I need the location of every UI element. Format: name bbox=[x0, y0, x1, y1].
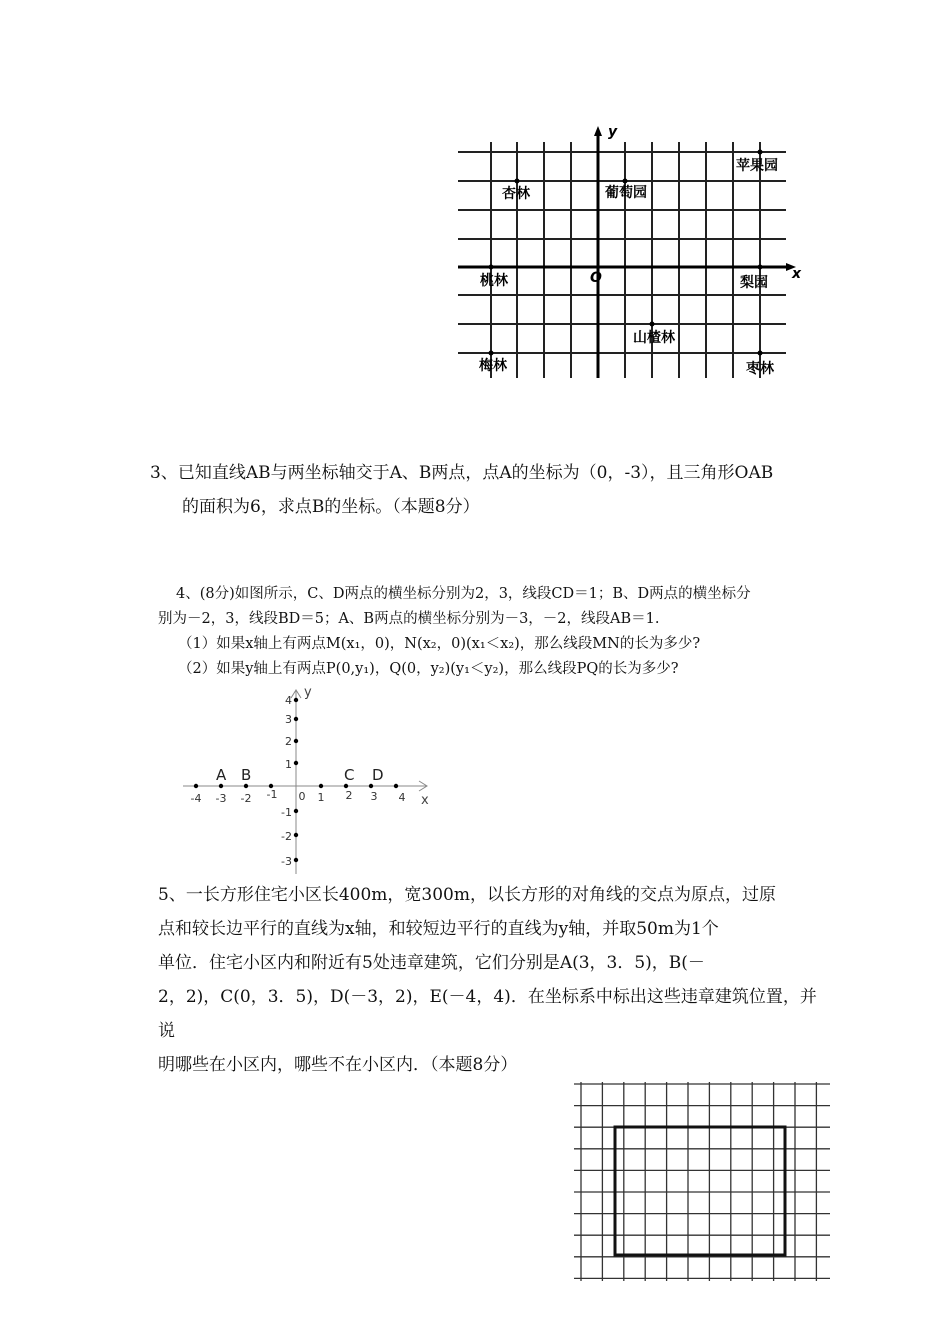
x-tick-label: -2 bbox=[240, 792, 252, 805]
question-4-part-2: （2）如果y轴上有两点P(0,y₁)，Q(0，y₂)(y₁＜y₂)，那么线段PQ的长为多少? bbox=[178, 661, 679, 677]
x-tick-label: 4 bbox=[398, 791, 406, 804]
answer-grid-figure bbox=[572, 1078, 834, 1284]
question-5-line-4: 2，2)，C(0，3．5)，D(－3，2)，E(－4，4)．在坐标系中标出这些违章建筑位置，并说 bbox=[158, 987, 817, 1041]
x-tick-label: -1 bbox=[266, 788, 278, 801]
x-tick-label: 3 bbox=[370, 790, 378, 803]
map-place-xinglin: 杏林 bbox=[502, 186, 530, 202]
map-x-label: x bbox=[792, 266, 802, 282]
y-tick-label: 2 bbox=[285, 735, 292, 748]
numberline-x-label: x bbox=[421, 793, 429, 808]
point-label-c: C bbox=[344, 766, 355, 784]
map-place-shanzhalin: 山楂林 bbox=[633, 330, 675, 346]
map-place-liyuan: 梨园 bbox=[740, 275, 768, 291]
question-3-line-2: 的面积为6，求点B的坐标。（本题8分） bbox=[182, 497, 480, 517]
question-3-line-1: 3、已知直线AB与两坐标轴交于A、B两点，点A的坐标为（0，-3），且三角形OAB bbox=[150, 463, 774, 483]
map-place-putaoyuan: 葡萄园 bbox=[605, 185, 647, 201]
y-tick-label: 3 bbox=[285, 713, 292, 726]
map-place-pingguoyuan: 苹果园 bbox=[736, 158, 778, 174]
question-4 bbox=[158, 582, 838, 682]
point-label-b: B bbox=[241, 766, 252, 784]
map-origin-label: O bbox=[590, 270, 602, 286]
x-tick-label: 1 bbox=[317, 791, 325, 804]
question-5-line-2: 点和较长边平行的直线为x轴，和较短边平行的直线为y轴，并取50m为1个 bbox=[158, 919, 719, 939]
point-label-a: A bbox=[216, 766, 227, 784]
question-3 bbox=[150, 456, 830, 524]
orchard-map-figure bbox=[450, 120, 810, 385]
question-5 bbox=[158, 878, 818, 1082]
map-y-label: y bbox=[608, 124, 618, 140]
numberline-y-label: y bbox=[304, 685, 312, 700]
question-4-line-2: 别为－2，3，线段BD＝5；A、B两点的横坐标分别为－3，－2，线段AB＝1. bbox=[158, 611, 660, 627]
map-place-zaolin: 枣林 bbox=[746, 361, 774, 377]
question-5-line-5: 明哪些在小区内，哪些不在小区内．（本题8分） bbox=[158, 1055, 518, 1075]
x-tick-label: 0 bbox=[298, 790, 306, 803]
y-tick-label: -3 bbox=[281, 855, 292, 868]
y-tick-label: 4 bbox=[285, 694, 292, 707]
y-arrow-icon bbox=[594, 126, 602, 136]
y-tick-label: 1 bbox=[285, 758, 292, 771]
map-grid-lines bbox=[458, 142, 786, 378]
question-4-line-1: 4、(8分)如图所示，C、D两点的横坐标分别为2，3，线段CD＝1；B、D两点的横坐标分 bbox=[176, 586, 751, 602]
map-place-meilin: 梅林 bbox=[479, 358, 507, 374]
point-label-d: D bbox=[372, 766, 384, 784]
map-place-taolin: 桃林 bbox=[480, 273, 508, 289]
x-tick-label: -3 bbox=[215, 792, 227, 805]
question-4-part-1: （1）如果x轴上有两点M(x₁，0)，N(x₂，0)(x₁＜x₂)，那么线段MN的长为多少? bbox=[178, 636, 701, 652]
answer-grid-lines bbox=[574, 1082, 830, 1281]
question-5-line-1: 5、一长方形住宅小区长400m，宽300m，以长方形的对角线的交点为原点，过原 bbox=[158, 885, 776, 905]
x-tick-label: -4 bbox=[190, 792, 202, 805]
y-tick-label: -2 bbox=[281, 830, 292, 843]
y-tick-label: -1 bbox=[281, 806, 292, 819]
question-5-line-3: 单位．住宅小区内和附近有5处违章建筑，它们分别是A(3，3．5)，B(－ bbox=[158, 953, 705, 973]
coordinate-axes-figure bbox=[175, 684, 445, 880]
x-tick-label: 2 bbox=[345, 789, 353, 802]
